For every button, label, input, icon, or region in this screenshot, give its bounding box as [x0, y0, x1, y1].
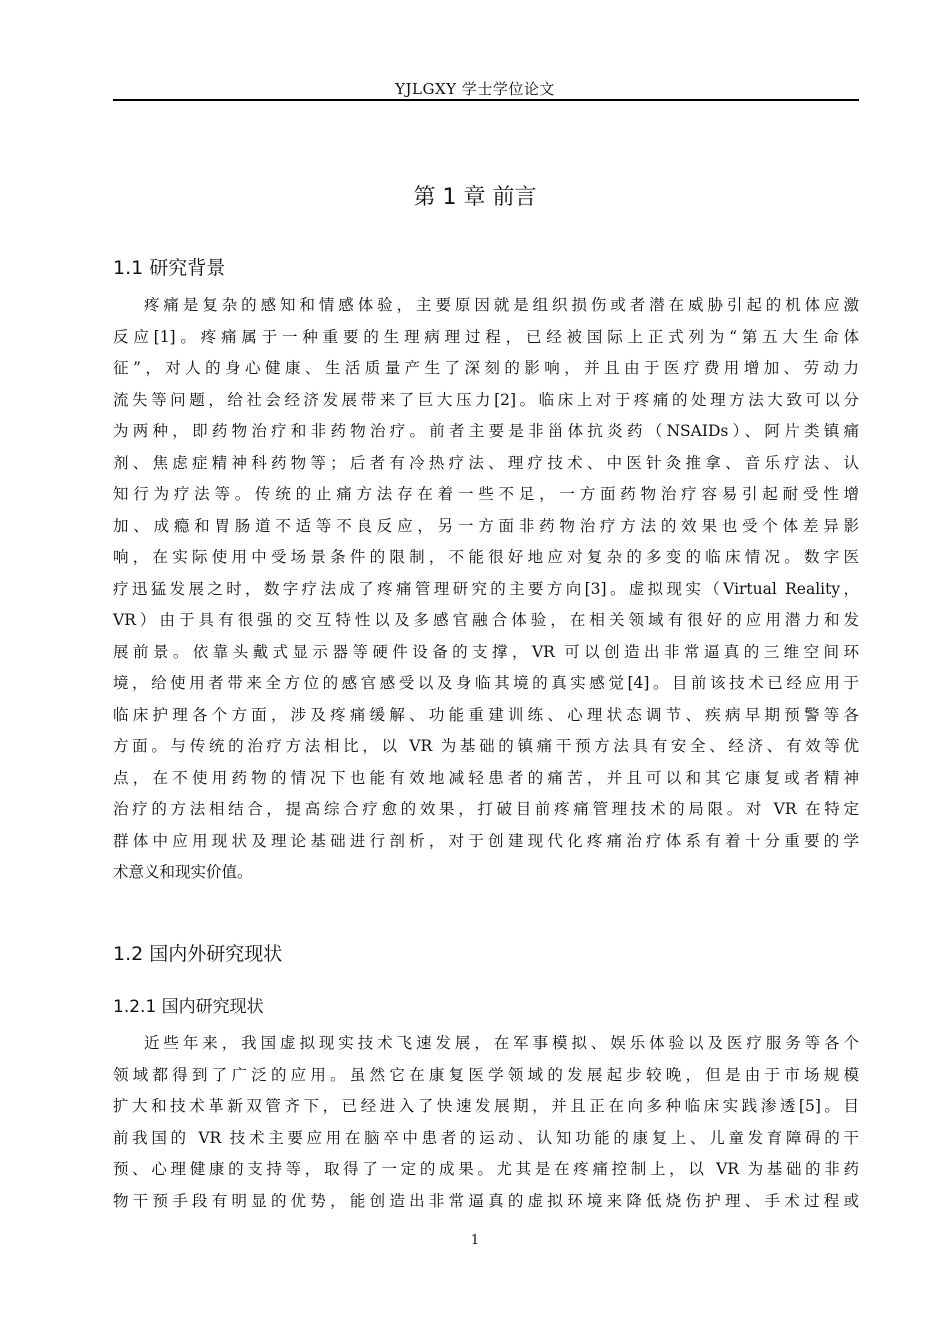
text-line: 剂、焦虑症精神科药物等；后者有冷热疗法、理疗技术、中医针灸推拿、音乐疗法、认 — [113, 453, 859, 472]
running-header: YJLGXY 学士学位论文 — [395, 80, 555, 98]
text-line: 知行为疗法等。传统的止痛方法存在着一些不足，一方面药物治疗容易引起耐受性增 — [113, 485, 859, 503]
text-line: 临床护理各个方面，涉及疼痛缓解、功能重建训练、心理状态调节、疾病早期预警等各 — [113, 705, 859, 724]
text-line: 前我国的 VR 技术主要应用在脑卒中患者的运动、认知功能的康复上、儿童发育障碍的干 — [113, 1128, 859, 1147]
text-line: 加、成瘾和胃肠道不适等不良反应，另一方面非药物治疗方法的效果也受个体差异影 — [113, 516, 859, 535]
page-number: 1 — [470, 1233, 480, 1248]
text-line: VR）由于具有很强的交互特性以及多感官融合体验，在相关领域有很好的应用潜力和发 — [113, 611, 859, 629]
section-heading-1-2: 1.2 国内外研究现状 — [113, 943, 283, 965]
text-line: 近些年来，我国虚拟现实技术飞速发展，在军事模拟、娱乐体验以及医疗服务等各个 — [144, 1034, 859, 1052]
text-line: 扩大和技术革新双管齐下，已经进入了快速发展期，并且正在向多种临床实践渗透[5]。目 — [113, 1097, 859, 1115]
chapter-title: 第 1 章 前言 — [413, 185, 537, 210]
text-line: 流失等问题，给社会经济发展带来了巨大压力[2]。临床上对于疼痛的处理方法大致可以分 — [113, 390, 859, 409]
text-line: 疗迅猛发展之时，数字疗法成了疼痛管理研究的主要方向[3]。虚拟现实（Virtual Reality， — [113, 579, 859, 598]
text-line: 术意义和现实价值。 — [113, 863, 253, 881]
header-rule — [113, 99, 859, 101]
section-heading-1-1: 1.1 研究背景 — [113, 257, 226, 279]
text-line: 群体中应用现状及理论基础进行剖析，对于创建现代化疼痛治疗体系有着十分重要的学 — [113, 831, 859, 850]
text-line: 境，给使用者带来全方位的感官感受以及身临其境的真实感觉[4]。目前该技术已经应用于 — [113, 674, 859, 692]
text-line: 响，在实际使用中受场景条件的限制，不能很好地应对复杂的多变的临床情况。数字医 — [113, 548, 859, 566]
text-line: 点，在不使用药物的情况下也能有效地减轻患者的痛苦，并且可以和其它康复或者精神 — [113, 768, 859, 787]
body-paragraph-domestic-research — [113, 1028, 859, 1217]
body-paragraph-background — [113, 290, 859, 889]
text-line: 治疗的方法相结合，提高综合疗愈的效果，打破目前疼痛管理技术的局限。对 VR 在特定 — [113, 800, 859, 818]
text-line: 领域都得到了广泛的应用。虽然它在康复医学领域的发展起步较晚，但是由于市场规模 — [113, 1065, 859, 1084]
text-line: 展前景。依靠头戴式显示器等硬件设备的支撑，VR 可以创造出非常逼真的三维空间环 — [113, 642, 859, 661]
text-line: 物干预手段有明显的优势，能创造出非常逼真的虚拟环境来降低烧伤护理、手术过程或 — [113, 1191, 859, 1210]
text-line: 方面。与传统的治疗方法相比，以 VR 为基础的镇痛干预方法具有安全、经济、有效等优 — [113, 737, 859, 755]
text-line: 征”，对人的身心健康、生活质量产生了深刻的影响，并且由于医疗费用增加、劳动力 — [113, 359, 859, 377]
text-line: 反应[1]。疼痛属于一种重要的生理病理过程，已经被国际上正式列为“第五大生命体 — [113, 327, 859, 346]
text-line: 为两种，即药物治疗和非药物治疗。前者主要是非甾体抗炎药（NSAIDs）、阿片类镇痛 — [113, 422, 859, 440]
text-line: 预、心理健康的支持等，取得了一定的成果。尤其是在疼痛控制上，以 VR 为基础的非药 — [113, 1160, 859, 1178]
subsection-heading-1-2-1: 1.2.1 国内研究现状 — [113, 997, 264, 1017]
text-line: 疼痛是复杂的感知和情感体验，主要原因就是组织损伤或者潜在威胁引起的机体应激 — [144, 296, 859, 314]
